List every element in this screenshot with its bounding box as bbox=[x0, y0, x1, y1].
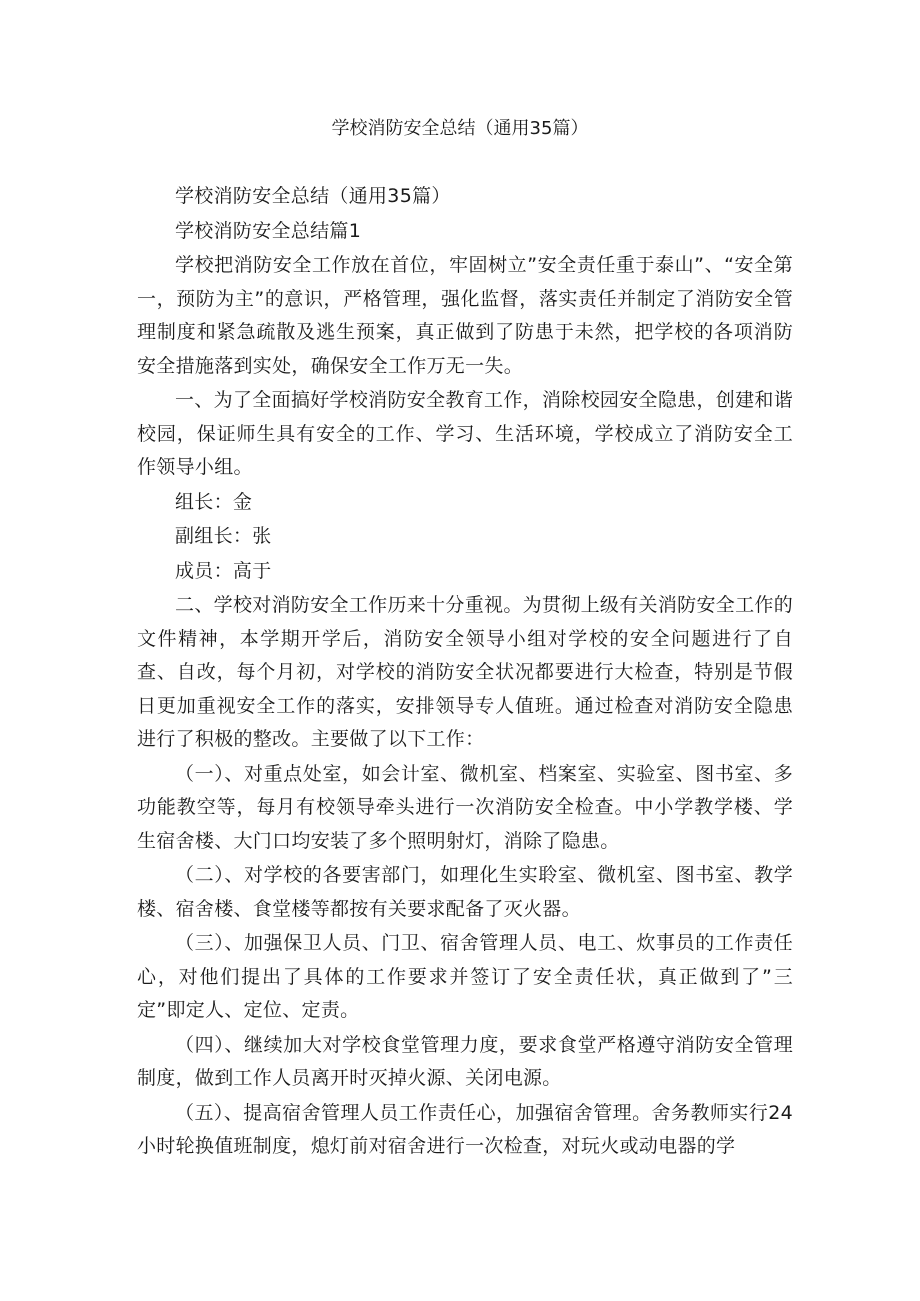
paragraph-subitem-1: （一）、对重点处室，如会计室、微机室、档案室、实验室、图书室、多功能教空等，每月有校领导牵头进行一次消防安全检查。中小学教学楼、学生宿舍楼、大门口均安装了多个照明射灯，消除了隐患。 bbox=[137, 762, 793, 852]
paragraph-item-1: 一、为了全面搞好学校消防安全教育工作，消除校园安全隐患，创建和谐校园，保证师生具有安全的工作、学习、生活环境，学校成立了消防安全工作领导小组。 bbox=[137, 389, 793, 478]
paragraph-subitem-4: （四）、继续加大对学校食堂管理力度，要求食堂严格遵守消防安全管理制度，做到工作人员离开时灭掉火源、关闭电源。 bbox=[137, 1033, 793, 1089]
paragraph-subitem-5: （五）、提高宿舍管理人员工作责任心，加强宿舍管理。舍务教师实行24小时轮换值班制度，熄灯前对宿舍进行一次检查，对玩火或动电器的学 bbox=[137, 1101, 793, 1157]
paragraph-deputy-leader: 副组长：张 bbox=[175, 525, 272, 547]
paragraph-subitem-3: （三）、加强保卫人员、门卫、宿舍管理人员、电工、炊事员的工作责任心，对他们提出了具体的工作要求并签订了安全责任状，真正做到了”三定”即定人、定位、定责。 bbox=[137, 932, 793, 1021]
paragraph-team-leader: 组长：金 bbox=[175, 490, 253, 513]
paragraph-item-2: 二、学校对消防安全工作历来十分重视。为贯彻上级有关消防安全工作的文件精神，本学期开学后，消防安全领导小组对学校的安全问题进行了自查、自改，每个月初，对学校的消防安全状况都要进行大检查，特别是节假日更加重视安全工作的落实，安排领导专人值班。通过检查对消防安全隐患进行了积极的整改。主要做了以下工作： bbox=[137, 594, 793, 750]
paragraph-subitem-2: （二）、对学校的各要害部门，如理化生实聆室、微机室、图书室、教学楼、宿舍楼、食堂楼等都按有关要求配备了灭火器。 bbox=[137, 864, 793, 920]
paragraph-members: 成员：高于 bbox=[175, 559, 272, 582]
document-title: 学校消防安全总结（通用35篇） bbox=[331, 118, 589, 139]
paragraph-heading-repeat: 学校消防安全总结（通用35篇） bbox=[175, 185, 451, 207]
paragraph-section-title: 学校消防安全总结篇1 bbox=[175, 219, 362, 242]
paragraph-intro: 学校把消防安全工作放在首位，牢固树立”安全责任重于泰山”、“安全第一，预防为主”的意识，严格管理，强化监督，落实责任并制定了消防安全管理制度和紧急疏散及逃生预案，真正做到了防患于未然，把学校的各项消防安全措施落到实处，确保安全工作万无一失。 bbox=[137, 254, 793, 377]
document-body bbox=[137, 180, 793, 1165]
